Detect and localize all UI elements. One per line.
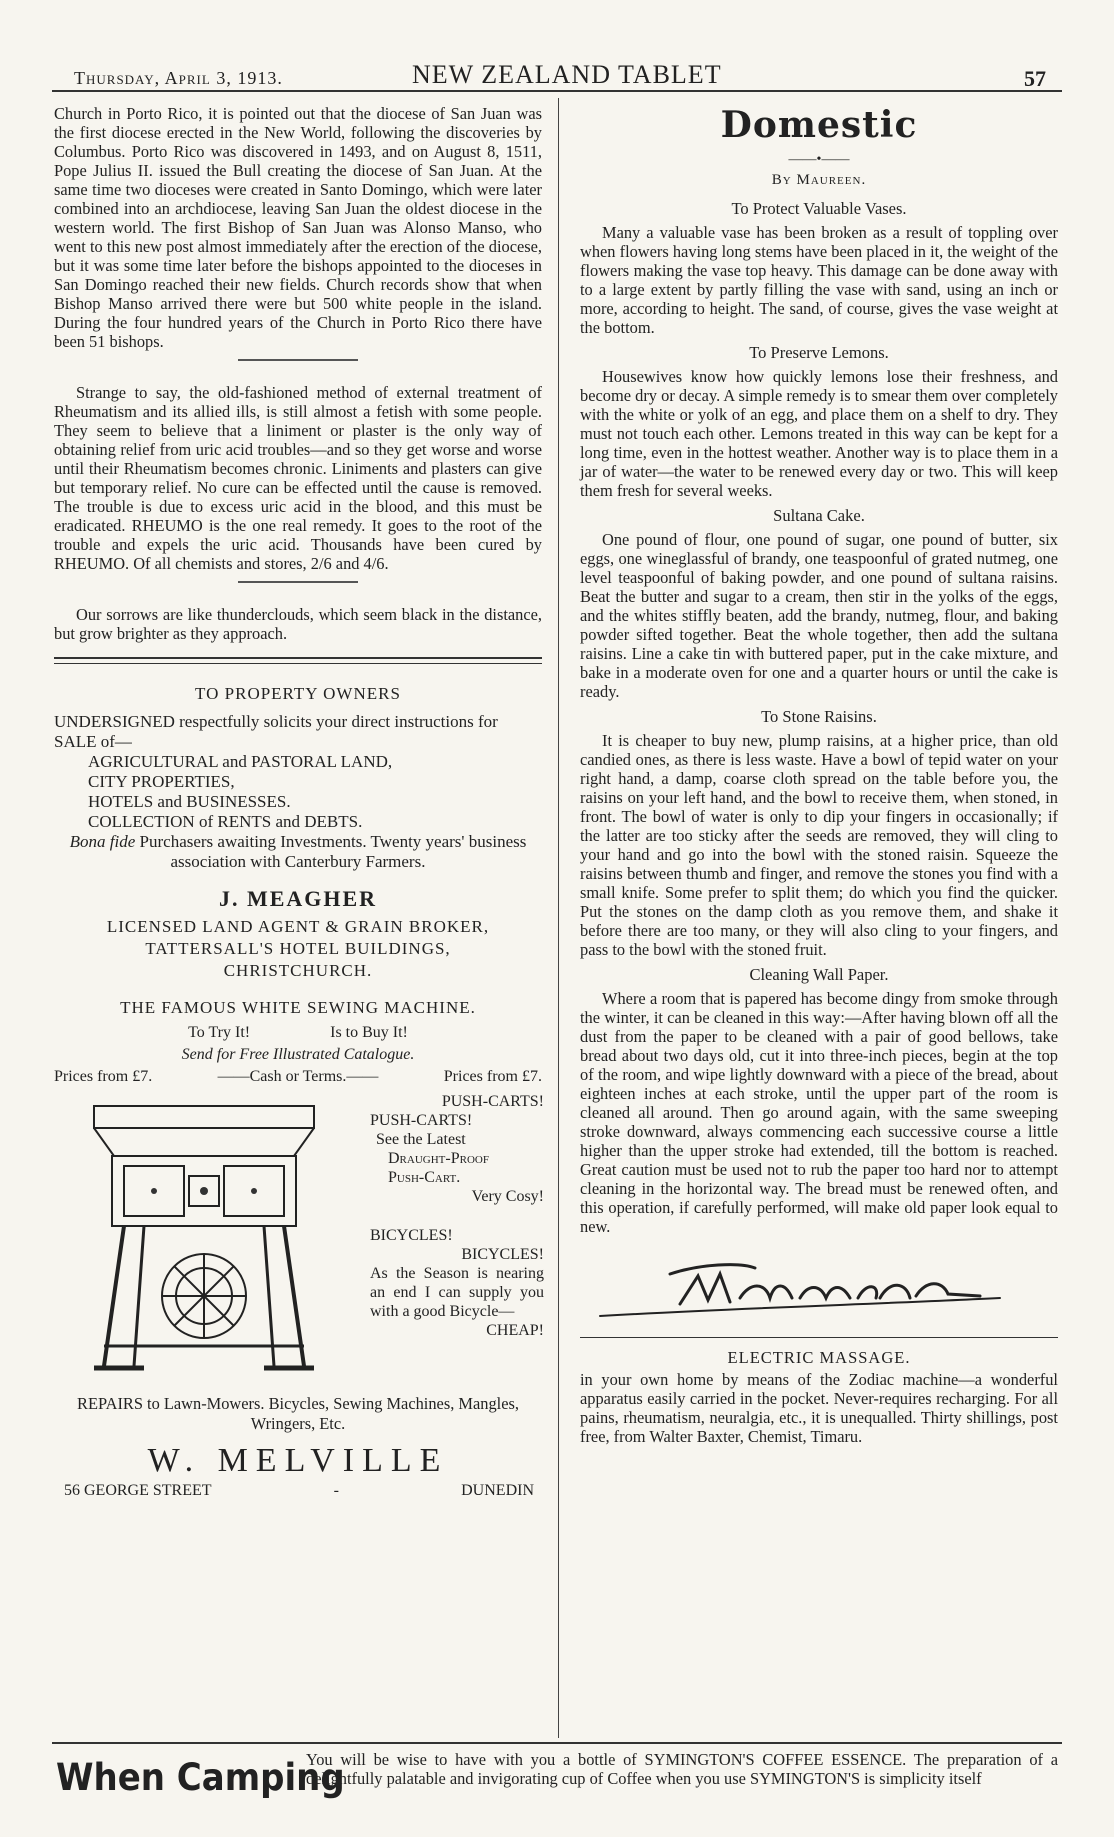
agent-line: CHRISTCHURCH. <box>223 961 373 980</box>
ad-purchasers <box>54 832 542 872</box>
maureen-signature <box>580 1252 1058 1322</box>
subsection-text: It is cheaper to buy new, plump raisins, at a higher price, than old candied ones, as there is less waste. Have a bowl of tepid water on your right hand, a damp, coarse cloth spread on the table before you, the raisins on your left hand, and the bowl to receive them, when stoned, in front. The bowl of water is only to dip your fingers in occasionally; if the latter are too sticky after the seeds are removed, they will cling to your hand and go into the bowl with the stoned raisin. Squeeze the raisins between thumb and finger, and remove the stones you find with a small knife. Some prefer to split them; do which you find the quicker. Put the stones on the damp cloth as you remove them, and shake it before there are too many, or they will also cling to your fingers, and pass to the bowl with the stoned fruit. <box>580 731 1058 959</box>
rheumo-article: Strange to say, the old-fashioned method of external treatment of Rheumatism and its allied ills, is still almost a fetish with some people. They seem to believe that a liniment or plaster is the only way of obtaining relief from uric acid troubles—and so they get worse and worse until their Rheumatism becomes chronic. Liniments and plasters can give but temporary relief. No cure can be effected until the cause is removed. The trouble is due to excess uric acid in the blood, and this must be eradicated. RHEUMO is the one real remedy. It goes to the root of the trouble and expels the uric acid. Thousands have been cured by RHEUMO. Of all chemists and stores, 2/6 and 4/6. <box>54 383 542 573</box>
left-column <box>54 104 542 1500</box>
ad-intro: UNDERSIGNED respectfully solicits your direct instructions for SALE of— <box>54 712 498 751</box>
ad-item: AGRICULTURAL and PASTORAL LAND, <box>88 752 393 771</box>
very-cosy: Very Cosy! <box>471 1188 544 1205</box>
byline: By Maureen. <box>771 172 867 188</box>
bicycles-heading: BICYCLES! <box>370 1227 453 1244</box>
section-title: Domestic <box>720 104 918 146</box>
column-divider <box>558 98 559 1738</box>
subsection-title: Cleaning Wall Paper. <box>749 965 889 984</box>
subsection-text: Where a room that is papered has become dingy from smoke through the winter, it can be cleaned in this way:—After having blown off all the dust from the paper to be cleaned with a pair of good bellows, take bread about two days old, cut it into three-inch pieces, begin at the top of the room, and wipe lightly downward with a piece of the bread, about eighteen inches at each stroke, until the upper part of the room is cleaned all around. Then go around again, with the same sweeping stroke downward, always commencing each successive course a little higher than the upper stroke had extended, till the bottom is reached. Great caution must be used not to rub the paper too hard nor to attempt cleaning in the horizontal way. The bread must be renewed often, and this operation, if carefully performed, will make old paper look equal to new. <box>580 989 1058 1236</box>
subsection-title: To Preserve Lemons. <box>749 343 889 362</box>
newspaper-title: NEW ZEALAND TABLET <box>412 60 722 89</box>
pushcarts-heading: PUSH-CARTS! <box>441 1093 544 1110</box>
ad-item: COLLECTION of RENTS and DEBTS. <box>88 812 363 831</box>
subsection-text: One pound of flour, one pound of sugar, one pound of butter, six eggs, one wineglassful of brandy, one teaspoonful of grated nutmeg, one level teaspoonful of baking powder, and one pound of sultana raisins. Beat the butter and sugar to a cream, then stir in the yolks of the eggs, and the whites stiffly beaten, add the brandy, nutmeg, flour, and baking powder sifted together. Beat the whole together, then add the sultana raisins. Line a cake tin with buttered paper, put in the cake mixture, and bake in a moderate oven for one and a quarter hours or until the cake is ready. <box>580 530 1058 701</box>
symington-banner <box>52 1748 1062 1812</box>
ad-heading: THE FAMOUS WHITE SEWING MACHINE. <box>120 998 476 1017</box>
dash: - <box>333 1482 339 1499</box>
draught-proof: Draught-Proof <box>388 1150 489 1167</box>
subsection-title: Sultana Cake. <box>773 506 865 525</box>
separator <box>238 581 358 583</box>
subsection-text: Housewives know how quickly lemons lose their freshness, and become dry or decay. A simple remedy is to smear them over completely with the white or yolk of an egg, and place them on a shelf to dry. They must not touch each other. Lemons treated in this way can be kept for a long time, even in the hottest weather. Another way is to place them in a jar of water—the water to be renewed every day or two. This will keep them fresh for several weeks. <box>580 367 1058 500</box>
ad-heading: TO PROPERTY OWNERS <box>195 684 401 703</box>
subsection-title: To Protect Valuable Vases. <box>731 199 907 218</box>
sewing-machine-ad <box>54 998 542 1500</box>
push-cart: Push-Cart. <box>388 1169 461 1186</box>
ad-item: CITY PROPERTIES, <box>88 772 235 791</box>
try-text: To Try It! <box>188 1024 251 1041</box>
ornament: ——•—— <box>788 152 850 167</box>
business-name: W. MELVILLE <box>147 1442 449 1479</box>
price-right: Prices from £7. <box>443 1068 542 1085</box>
banner-heading: When Camping <box>56 1756 345 1800</box>
ad-tagline <box>54 1024 542 1042</box>
city: DUNEDIN <box>461 1482 534 1499</box>
banner-text: You will be wise to have with you a bottle of SYMINGTON'S COFFEE ESSENCE. The preparation of a delightfully palatable and invigorating cup of Coffee when you use SYMINGTON'S is simplicity itself <box>306 1750 1058 1788</box>
street: 56 GEORGE STREET <box>64 1482 212 1499</box>
massage-title: ELECTRIC MASSAGE. <box>727 1348 911 1367</box>
separator <box>54 663 542 664</box>
sewing-ad-body <box>54 1092 542 1392</box>
banner-rule <box>52 1742 1062 1744</box>
separator <box>580 1337 1058 1338</box>
buy-text: Is to Buy It! <box>330 1024 408 1041</box>
porto-rico-article: Church in Porto Rico, it is pointed out that the diocese of San Juan was the first diocese erected in the New World, following the discoveries by Columbus. Porto Rico was discovered in 1493, and on August 8, 1511, Pope Julius II. issued the Bull creating the diocese of San Juan. At the same time two dioceses were created in Santo Domingo, which were later combined into an archdiocese, leaving San Juan the oldest diocese in the western world. The first Bishop of San Juan was Alonso Manso, who went to this new post almost immediately after the erection of the diocese, but it was some time later before the bishops appointed to the dioceses in San Domingo reached their new fields. Church records show that when Bishop Manso arrived there were but 500 white people in the island. During the four hundred years of the Church in Porto Rico there have been 51 bishops. <box>54 104 542 351</box>
purchasers-text: Purchasers awaiting Investments. Twenty years' business association with Canterbury Farmers. <box>135 832 527 871</box>
property-owners-ad <box>54 684 542 982</box>
see-latest: See the Latest <box>376 1131 466 1148</box>
repairs-text: REPAIRS to Lawn-Mowers. Bicycles, Sewing Machines, Mangles, Wringers, Etc. <box>77 1394 519 1433</box>
massage-text: in your own home by means of the Zodiac machine—a wonderful apparatus easily carried in the pocket. Never-requires recharging. For all pains, rheumatism, neuralgia, etc., it is unequalled. Thirty shillings, post free, from Walter Baxter, Chemist, Timaru. <box>580 1370 1058 1446</box>
newspaper-page <box>52 56 1062 1816</box>
separator <box>54 657 542 659</box>
sewing-machine-illustration <box>54 1096 354 1376</box>
agent-line: LICENSED LAND AGENT & GRAIN BROKER, <box>106 917 490 936</box>
sewing-ad-side-text <box>370 1092 544 1340</box>
cheap-text: CHEAP! <box>486 1322 544 1339</box>
cash-terms: ——Cash or Terms.—— <box>217 1068 379 1085</box>
price-left: Prices from £7. <box>54 1068 153 1085</box>
right-column <box>580 104 1058 1452</box>
agent-line: TATTERSALL'S HOTEL BUILDINGS, <box>145 939 451 958</box>
subsection-title: To Stone Raisins. <box>761 707 877 726</box>
ad-item: HOTELS and BUSINESSES. <box>88 792 291 811</box>
sorrows-quote: Our sorrows are like thunderclouds, which seem black in the distance, but grow brighter as they approach. <box>54 605 542 643</box>
page-number: 57 <box>1024 66 1046 91</box>
bona-fide: Bona fide <box>69 832 136 851</box>
pushcarts-heading: PUSH-CARTS! <box>370 1112 473 1129</box>
page-header <box>52 56 1062 90</box>
issue-date: Thursday, April 3, 1913. <box>74 68 283 88</box>
bicycles-heading: BICYCLES! <box>461 1246 544 1263</box>
season-text: As the Season is nearing an end I can supply you with a good Bicycle— <box>370 1265 544 1320</box>
header-rule <box>52 90 1062 92</box>
address-row <box>54 1482 542 1500</box>
separator <box>238 359 358 361</box>
catalogue-text: Send for Free Illustrated Catalogue. <box>181 1046 415 1063</box>
prices-row <box>54 1068 542 1086</box>
agent-name: J. MEAGHER <box>218 886 378 911</box>
subsection-text: Many a valuable vase has been broken as a result of toppling over when flowers having long stems have been placed in it, the weight of the flowers making the vase top heavy. This damage can be done away with to a large extent by partly filling the vase with sand, using an inch or more, according to height. The sand, of course, gives the vase weight at the bottom. <box>580 223 1058 337</box>
